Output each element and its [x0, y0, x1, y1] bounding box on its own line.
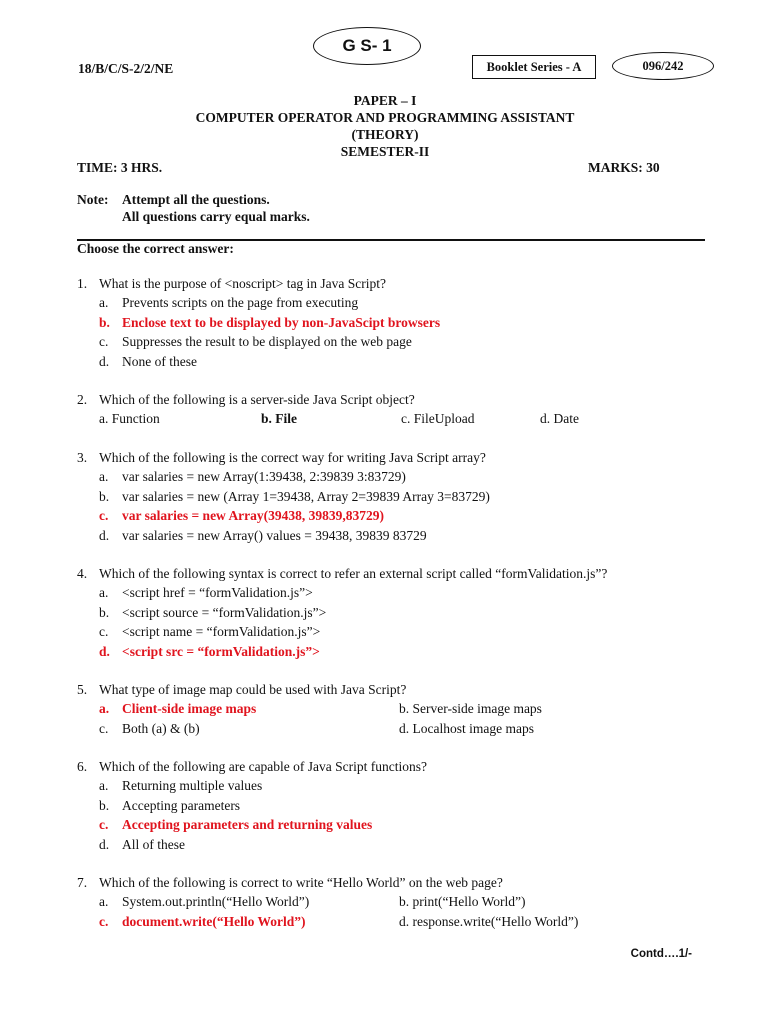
section-heading: Choose the correct answer: [77, 241, 234, 256]
question-6 [77, 757, 717, 854]
question-1 [77, 274, 717, 371]
option-a: a. <script href = “formValidation.js”> [99, 585, 313, 601]
option-a: a. Function [99, 411, 160, 427]
note-line-2: All questions carry equal marks. [122, 209, 310, 224]
option-b: b. File [261, 411, 297, 427]
option-d: d. All of these [99, 836, 185, 852]
semester: SEMESTER-II [340, 144, 430, 159]
option-a: a. Prevents scripts on the page from executing [99, 295, 359, 311]
inline-options [77, 409, 717, 428]
question-7 [77, 873, 717, 931]
section-divider [77, 239, 705, 241]
option-b: b. Accepting parameters [99, 797, 241, 813]
question-number: 5. [77, 682, 88, 697]
question-text: Which of the following are capable of Java Script functions? [99, 759, 428, 774]
note-label: Note: [77, 192, 109, 207]
option-b-correct: b. Enclose text to be displayed by non-JavaScipt browsers [99, 314, 441, 330]
option-row-2: c. Both (a) & (b) d. Localhost image maps [77, 719, 717, 738]
paper-subject: COMPUTER OPERATOR AND PROGRAMMING ASSISTANT [195, 110, 575, 125]
option-row-2: c. document.write(“Hello World”) d. response.write(“Hello World”) [77, 912, 717, 931]
option-a: System.out.println(“Hello World”) [122, 894, 310, 910]
booklet-series-box: Booklet Series - A [472, 55, 596, 79]
option-c-correct: document.write(“Hello World”) [122, 913, 306, 929]
option-c: c. <script name = “formValidation.js”> [99, 624, 321, 640]
option-b: b. var salaries = new (Array 1=39438, Array 2=39839 Array 3=83729) [99, 488, 490, 504]
option-b: b. Server-side image maps [399, 701, 542, 717]
option-a: a. Returning multiple values [99, 778, 263, 794]
question-4 [77, 564, 717, 661]
option-row-1: a. Client-side image maps b. Server-side image maps [77, 699, 717, 718]
option-b: b. print(“Hello World”) [399, 894, 526, 910]
option-c: c. Suppresses the result to be displayed on the web page [99, 334, 412, 350]
series-badge: G S- 1 [313, 27, 421, 65]
paper-number: PAPER – I [353, 93, 417, 108]
option-d: d. var salaries = new Array() values = 39438, 39839 83729 [99, 527, 427, 543]
question-number: 2. [77, 392, 88, 407]
exam-marks: MARKS: 30 [588, 160, 660, 175]
question-text: Which of the following syntax is correct to refer an external script called “formValidation.js”? [99, 566, 608, 581]
question-text: What is the purpose of <noscript> tag in Java Script? [99, 276, 387, 291]
option-d-correct: d. <script src = “formValidation.js”> [99, 643, 320, 659]
question-number: 6. [77, 759, 88, 774]
question-5 [77, 680, 717, 738]
paper-code: 18/B/C/S-2/2/NE [78, 61, 174, 76]
question-text: What type of image map could be used with Java Script? [99, 682, 407, 697]
exam-time: TIME: 3 HRS. [77, 160, 163, 175]
question-number: 1. [77, 276, 88, 291]
option-a: a. var salaries = new Array(1:39438, 2:39839 3:83729) [99, 469, 406, 485]
question-number: 3. [77, 450, 88, 465]
question-number: 7. [77, 875, 88, 890]
option-d: d. Localhost image maps [399, 720, 534, 736]
option-c-correct: c. var salaries = new Array(39438, 39839,83729) [99, 508, 385, 524]
question-text: Which of the following is a server-side Java Script object? [99, 392, 415, 407]
option-d: d. None of these [99, 353, 197, 369]
option-d: d. response.write(“Hello World”) [399, 913, 579, 929]
option-a-correct: Client-side image maps [122, 701, 257, 717]
option-row-1: a. System.out.println(“Hello World”) b. print(“Hello World”) [77, 892, 717, 911]
option-c-correct: c. Accepting parameters and returning values [99, 817, 373, 833]
note-line-1: Attempt all the questions. [122, 192, 270, 207]
option-b: b. <script source = “formValidation.js”> [99, 604, 327, 620]
question-3 [77, 448, 717, 545]
option-c: Both (a) & (b) [122, 720, 200, 736]
option-c: c. FileUpload [401, 411, 475, 427]
question-number: 4. [77, 566, 88, 581]
continued-marker: Contd….1/- [630, 948, 692, 960]
option-d: d. Date [540, 411, 579, 427]
question-2 [77, 390, 717, 429]
question-text: Which of the following is correct to write “Hello World” on the web page? [99, 875, 503, 890]
paper-type: (THEORY) [351, 127, 419, 142]
serial-number-badge: 096/242 [612, 52, 714, 80]
question-text: Which of the following is the correct way for writing Java Script array? [99, 450, 486, 465]
